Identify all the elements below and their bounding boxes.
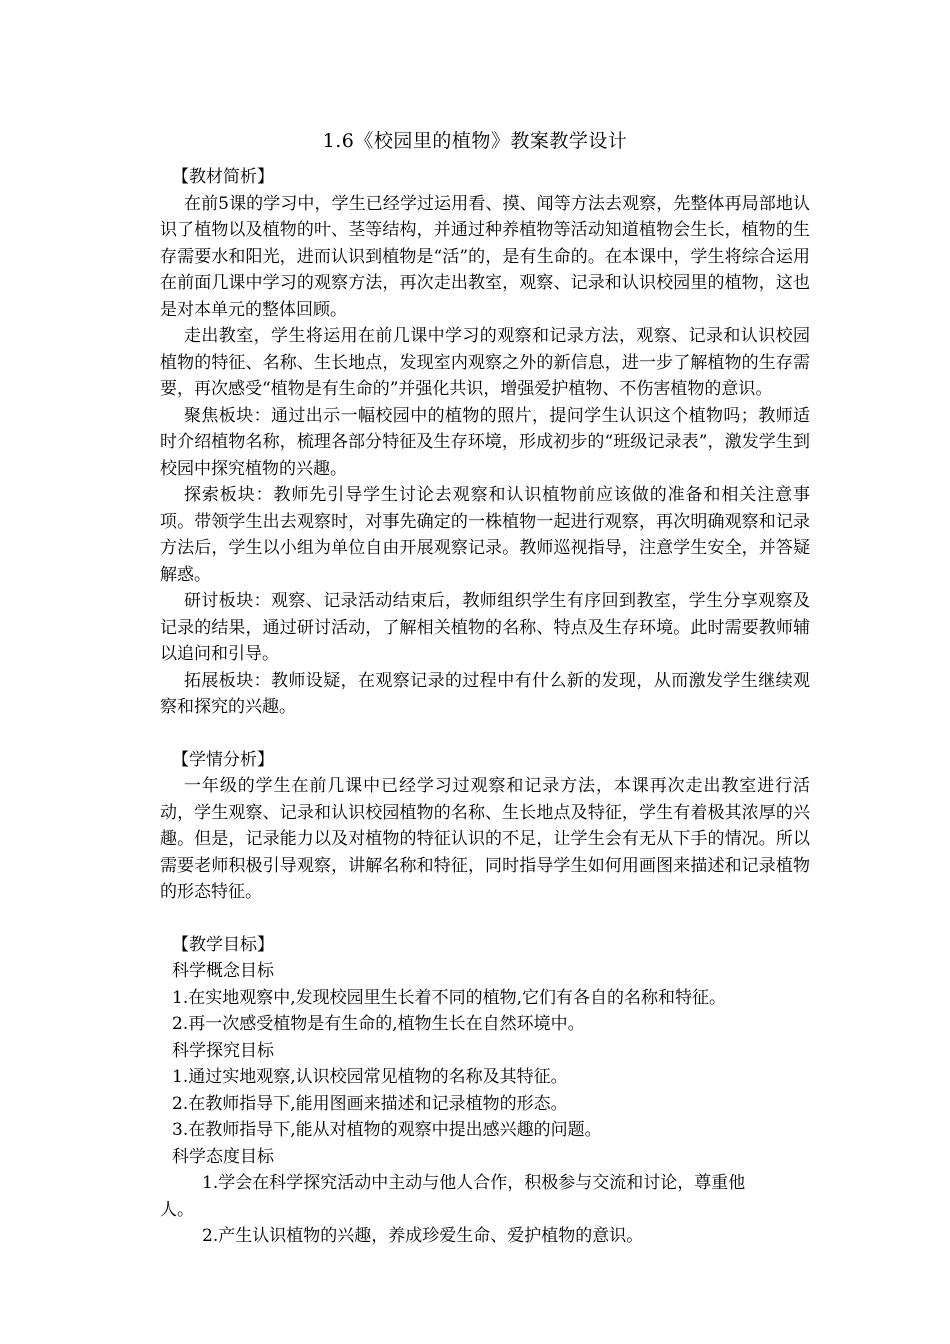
list-item: 2.产生认识植物的兴趣，养成珍爱生命、爱护植物的意识。 (202, 1226, 644, 1246)
paragraph: 聚焦板块：通过出示一幅校园中的植物的照片，提问学生认识这个植物吗；教师适时介绍植物名称，梳理各部分特征及生存环境，形成初步的“班级记录表”，激发学生到校园中探究植物的兴趣。 (160, 405, 810, 479)
list-item: 1.在实地观察中,发现校园里生长着不同的植物,它们有各自的名称和特征。 (172, 987, 727, 1008)
paragraph: 拓展板块：教师设疑，在观察记录的过程中有什么新的发现，从而激发学生继续观察和探究的兴趣。 (160, 670, 810, 717)
subheading-concept-goals: 科学概念目标 (172, 961, 274, 981)
list-item: 2.再一次感受植物是有生命的,植物生长在自然环境中。 (172, 1014, 585, 1034)
paragraph: 探索板块：教师先引导学生讨论去观察和认识植物前应该做的准备和相关注意事项。带领学生出去观察时，对事先确定的一株植物一起进行观察，再次明确观察和记录方法后，学生以小组为单位自由开展观察记录。教师巡视指导，注意学生安全，并答疑解惑。 (160, 485, 810, 585)
list-item-continuation: 人。 (160, 1199, 194, 1220)
paragraph: 一年级的学生在前几课中已经学习过观察和记录方法，本课再次走出教室进行活动，学生观察、记录和认识校园植物的名称、生长地点及特征，学生有着极其浓厚的兴趣。但是，记录能力以及对植物的特征认识的不足，让学生会有无从下手的情况。所以需要老师积极引导观察，讲解名称和特征，同时指导学生如何用画图来描述和记录植物的形态特征。 (160, 776, 810, 902)
section-heading-teaching-goals: 【教学目标】 (172, 934, 274, 955)
list-item: 2.在教师指导下,能用图画来描述和记录植物的形态。 (172, 1093, 568, 1114)
subheading-inquiry-goals: 科学探究目标 (172, 1040, 274, 1061)
list-item: 1.通过实地观察,认识校园常见植物的名称及其特征。 (172, 1067, 568, 1087)
list-item: 1.学会在科学探究活动中主动与他人合作，积极参与交流和讨论，尊重他 (202, 1173, 746, 1193)
subheading-attitude-goals: 科学态度目标 (172, 1146, 274, 1167)
paragraph: 研讨板块：观察、记录活动结束后，教师组织学生有序回到教室，学生分享观察及记录的结果，通过研讨活动，了解相关植物的名称、特点及生存环境。此时需要教师辅以追问和引导。 (160, 591, 810, 664)
section-heading-textbook-analysis: 【教材简析】 (172, 167, 274, 187)
document-body (160, 164, 810, 1250)
paragraph: 在前5课的学习中，学生已经学过运用看、摸、闻等方法去观察，先整体再局部地认识了植物以及植物的叶、茎等结构，并通过种养植物等活动知道植物会生长，植物的生存需要水和阳光，进而认识到植物是“活”的，是有生命的。在本课中，学生将综合运用在前面几课中学习的观察方法，再次走出教室，观察、记录和认识校园里的植物，这也是对本单元的整体回顾。 (160, 193, 810, 320)
paragraph: 走出教室，学生将运用在前几课中学习的观察和记录方法，观察、记录和认识校园植物的特征、名称、生长地点，发现室内观察之外的新信息，进一步了解植物的生存需要，再次感受“植物是有生命的”并强化共识，增强爱护植物、不伤害植物的意识。 (160, 326, 810, 399)
list-item: 3.在教师指导下,能从对植物的观察中提出感兴趣的问题。 (172, 1120, 602, 1140)
section-heading-learner-analysis: 【学情分析】 (172, 749, 274, 770)
document-title: 1.6《校园里的植物》教案教学设计 (322, 130, 628, 152)
